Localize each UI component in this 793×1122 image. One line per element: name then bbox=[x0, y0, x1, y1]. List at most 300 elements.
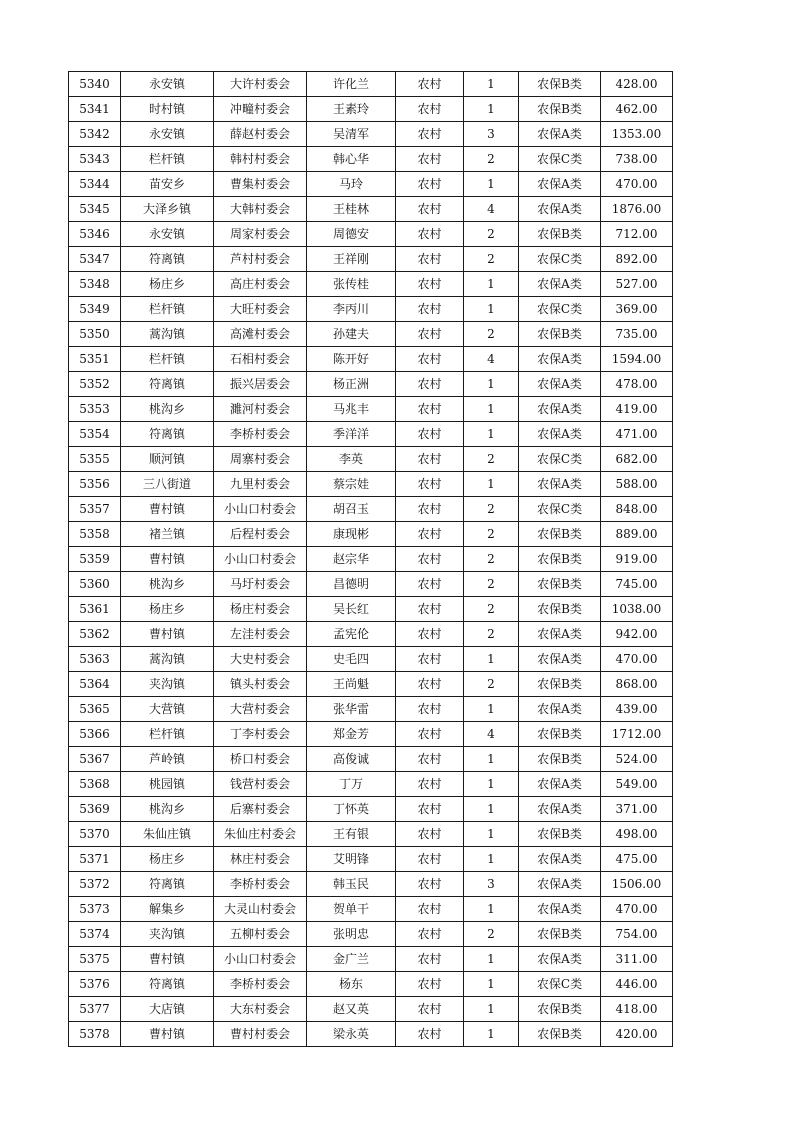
row-number-cell: 5342 bbox=[69, 122, 121, 147]
village-committee-cell: 周家村委会 bbox=[214, 222, 307, 247]
row-number-cell: 5348 bbox=[69, 272, 121, 297]
row-number-cell: 5350 bbox=[69, 322, 121, 347]
household-type-cell: 农村 bbox=[396, 847, 464, 872]
village-committee-cell: 丁李村委会 bbox=[214, 722, 307, 747]
person-count-cell: 3 bbox=[464, 122, 519, 147]
insurance-category-cell: 农保A类 bbox=[519, 947, 601, 972]
insurance-category-cell: 农保A类 bbox=[519, 797, 601, 822]
village-committee-cell: 小山口村委会 bbox=[214, 947, 307, 972]
person-count-cell: 1 bbox=[464, 422, 519, 447]
town-cell: 曹村镇 bbox=[121, 1022, 214, 1047]
person-name-cell: 杨正洲 bbox=[307, 372, 396, 397]
household-type-cell: 农村 bbox=[396, 597, 464, 622]
village-committee-cell: 大营村委会 bbox=[214, 697, 307, 722]
table-row bbox=[69, 772, 673, 797]
insurance-category-cell: 农保B类 bbox=[519, 547, 601, 572]
row-number-cell: 5363 bbox=[69, 647, 121, 672]
person-name-cell: 贺单干 bbox=[307, 897, 396, 922]
table-row bbox=[69, 372, 673, 397]
village-committee-cell: 韩村村委会 bbox=[214, 147, 307, 172]
amount-cell: 471.00 bbox=[601, 422, 673, 447]
row-number-cell: 5378 bbox=[69, 1022, 121, 1047]
row-number-cell: 5352 bbox=[69, 372, 121, 397]
village-committee-cell: 高滩村委会 bbox=[214, 322, 307, 347]
village-committee-cell: 五柳村委会 bbox=[214, 922, 307, 947]
household-type-cell: 农村 bbox=[396, 897, 464, 922]
village-committee-cell: 左洼村委会 bbox=[214, 622, 307, 647]
village-committee-cell: 朱仙庄村委会 bbox=[214, 822, 307, 847]
person-name-cell: 康现彬 bbox=[307, 522, 396, 547]
insurance-category-cell: 农保B类 bbox=[519, 597, 601, 622]
insurance-category-cell: 农保B类 bbox=[519, 97, 601, 122]
row-number-cell: 5346 bbox=[69, 222, 121, 247]
person-count-cell: 1 bbox=[464, 297, 519, 322]
person-name-cell: 张明忠 bbox=[307, 922, 396, 947]
person-name-cell: 王祥刚 bbox=[307, 247, 396, 272]
insurance-category-cell: 农保C类 bbox=[519, 247, 601, 272]
table-row bbox=[69, 297, 673, 322]
table-row bbox=[69, 872, 673, 897]
household-type-cell: 农村 bbox=[396, 347, 464, 372]
household-type-cell: 农村 bbox=[396, 497, 464, 522]
row-number-cell: 5369 bbox=[69, 797, 121, 822]
household-type-cell: 农村 bbox=[396, 172, 464, 197]
person-count-cell: 2 bbox=[464, 247, 519, 272]
person-name-cell: 季洋洋 bbox=[307, 422, 396, 447]
insurance-category-cell: 农保A类 bbox=[519, 897, 601, 922]
insurance-category-cell: 农保B类 bbox=[519, 672, 601, 697]
insurance-category-cell: 农保B类 bbox=[519, 997, 601, 1022]
village-committee-cell: 薛赵村委会 bbox=[214, 122, 307, 147]
amount-cell: 428.00 bbox=[601, 72, 673, 97]
village-committee-cell: 高庄村委会 bbox=[214, 272, 307, 297]
town-cell: 符离镇 bbox=[121, 372, 214, 397]
insurance-category-cell: 农保C类 bbox=[519, 972, 601, 997]
table-row bbox=[69, 722, 673, 747]
row-number-cell: 5347 bbox=[69, 247, 121, 272]
table-row bbox=[69, 147, 673, 172]
person-count-cell: 1 bbox=[464, 697, 519, 722]
town-cell: 夹沟镇 bbox=[121, 672, 214, 697]
household-type-cell: 农村 bbox=[396, 272, 464, 297]
person-count-cell: 1 bbox=[464, 397, 519, 422]
insurance-category-cell: 农保C类 bbox=[519, 297, 601, 322]
household-type-cell: 农村 bbox=[396, 997, 464, 1022]
person-name-cell: 陈开好 bbox=[307, 347, 396, 372]
amount-cell: 462.00 bbox=[601, 97, 673, 122]
row-number-cell: 5359 bbox=[69, 547, 121, 572]
village-committee-cell: 钱营村委会 bbox=[214, 772, 307, 797]
amount-cell: 1876.00 bbox=[601, 197, 673, 222]
town-cell: 大营镇 bbox=[121, 697, 214, 722]
person-count-cell: 1 bbox=[464, 822, 519, 847]
amount-cell: 682.00 bbox=[601, 447, 673, 472]
row-number-cell: 5367 bbox=[69, 747, 121, 772]
person-count-cell: 2 bbox=[464, 322, 519, 347]
household-type-cell: 农村 bbox=[396, 947, 464, 972]
row-number-cell: 5361 bbox=[69, 597, 121, 622]
amount-cell: 754.00 bbox=[601, 922, 673, 947]
row-number-cell: 5355 bbox=[69, 447, 121, 472]
town-cell: 大泽乡镇 bbox=[121, 197, 214, 222]
household-type-cell: 农村 bbox=[396, 247, 464, 272]
insurance-category-cell: 农保A类 bbox=[519, 847, 601, 872]
town-cell: 符离镇 bbox=[121, 872, 214, 897]
person-name-cell: 张传桂 bbox=[307, 272, 396, 297]
village-committee-cell: 芦村村委会 bbox=[214, 247, 307, 272]
household-type-cell: 农村 bbox=[396, 122, 464, 147]
row-number-cell: 5368 bbox=[69, 772, 121, 797]
person-count-cell: 4 bbox=[464, 197, 519, 222]
table-row bbox=[69, 547, 673, 572]
row-number-cell: 5360 bbox=[69, 572, 121, 597]
person-count-cell: 2 bbox=[464, 572, 519, 597]
household-type-cell: 农村 bbox=[396, 397, 464, 422]
insurance-category-cell: 农保A类 bbox=[519, 422, 601, 447]
household-type-cell: 农村 bbox=[396, 522, 464, 547]
row-number-cell: 5349 bbox=[69, 297, 121, 322]
insurance-category-cell: 农保B类 bbox=[519, 322, 601, 347]
household-type-cell: 农村 bbox=[396, 722, 464, 747]
person-count-cell: 2 bbox=[464, 547, 519, 572]
town-cell: 杨庄乡 bbox=[121, 597, 214, 622]
person-count-cell: 1 bbox=[464, 972, 519, 997]
village-committee-cell: 大旺村委会 bbox=[214, 297, 307, 322]
row-number-cell: 5345 bbox=[69, 197, 121, 222]
household-type-cell: 农村 bbox=[396, 647, 464, 672]
village-committee-cell: 后寨村委会 bbox=[214, 797, 307, 822]
village-committee-cell: 九里村委会 bbox=[214, 472, 307, 497]
town-cell: 曹村镇 bbox=[121, 547, 214, 572]
amount-cell: 418.00 bbox=[601, 997, 673, 1022]
village-committee-cell: 小山口村委会 bbox=[214, 497, 307, 522]
table-row bbox=[69, 822, 673, 847]
amount-cell: 478.00 bbox=[601, 372, 673, 397]
row-number-cell: 5340 bbox=[69, 72, 121, 97]
row-number-cell: 5373 bbox=[69, 897, 121, 922]
town-cell: 桃沟乡 bbox=[121, 397, 214, 422]
insurance-category-cell: 农保A类 bbox=[519, 197, 601, 222]
household-type-cell: 农村 bbox=[396, 697, 464, 722]
table-row bbox=[69, 97, 673, 122]
insurance-category-cell: 农保B类 bbox=[519, 1022, 601, 1047]
village-committee-cell: 林庄村委会 bbox=[214, 847, 307, 872]
amount-cell: 919.00 bbox=[601, 547, 673, 572]
insurance-category-cell: 农保B类 bbox=[519, 222, 601, 247]
amount-cell: 419.00 bbox=[601, 397, 673, 422]
person-name-cell: 丁怀英 bbox=[307, 797, 396, 822]
village-committee-cell: 李桥村委会 bbox=[214, 872, 307, 897]
person-name-cell: 高俊诚 bbox=[307, 747, 396, 772]
insurance-category-cell: 农保C类 bbox=[519, 447, 601, 472]
town-cell: 栏杆镇 bbox=[121, 297, 214, 322]
town-cell: 苗安乡 bbox=[121, 172, 214, 197]
person-count-cell: 1 bbox=[464, 772, 519, 797]
village-committee-cell: 大史村委会 bbox=[214, 647, 307, 672]
person-name-cell: 李英 bbox=[307, 447, 396, 472]
person-name-cell: 周德安 bbox=[307, 222, 396, 247]
amount-cell: 311.00 bbox=[601, 947, 673, 972]
table-row bbox=[69, 322, 673, 347]
table-row bbox=[69, 347, 673, 372]
person-name-cell: 马玲 bbox=[307, 172, 396, 197]
town-cell: 夹沟镇 bbox=[121, 922, 214, 947]
row-number-cell: 5370 bbox=[69, 822, 121, 847]
row-number-cell: 5376 bbox=[69, 972, 121, 997]
household-type-cell: 农村 bbox=[396, 972, 464, 997]
row-number-cell: 5343 bbox=[69, 147, 121, 172]
insurance-category-cell: 农保B类 bbox=[519, 747, 601, 772]
person-name-cell: 杨东 bbox=[307, 972, 396, 997]
person-count-cell: 2 bbox=[464, 447, 519, 472]
town-cell: 曹村镇 bbox=[121, 622, 214, 647]
row-number-cell: 5362 bbox=[69, 622, 121, 647]
village-committee-cell: 冲疃村委会 bbox=[214, 97, 307, 122]
village-committee-cell: 濉河村委会 bbox=[214, 397, 307, 422]
insurance-category-cell: 农保B类 bbox=[519, 522, 601, 547]
row-number-cell: 5372 bbox=[69, 872, 121, 897]
table-row bbox=[69, 572, 673, 597]
insurance-category-cell: 农保A类 bbox=[519, 622, 601, 647]
table-row bbox=[69, 422, 673, 447]
row-number-cell: 5357 bbox=[69, 497, 121, 522]
insurance-category-cell: 农保A类 bbox=[519, 272, 601, 297]
person-count-cell: 2 bbox=[464, 622, 519, 647]
person-count-cell: 2 bbox=[464, 147, 519, 172]
person-name-cell: 吴长红 bbox=[307, 597, 396, 622]
village-committee-cell: 李桥村委会 bbox=[214, 422, 307, 447]
village-committee-cell: 周寨村委会 bbox=[214, 447, 307, 472]
town-cell: 栏杆镇 bbox=[121, 147, 214, 172]
person-count-cell: 2 bbox=[464, 497, 519, 522]
person-count-cell: 1 bbox=[464, 172, 519, 197]
table-row bbox=[69, 197, 673, 222]
row-number-cell: 5358 bbox=[69, 522, 121, 547]
household-type-cell: 农村 bbox=[396, 147, 464, 172]
household-type-cell: 农村 bbox=[396, 772, 464, 797]
town-cell: 杨庄乡 bbox=[121, 272, 214, 297]
person-count-cell: 2 bbox=[464, 922, 519, 947]
insurance-category-cell: 农保C类 bbox=[519, 147, 601, 172]
town-cell: 永安镇 bbox=[121, 72, 214, 97]
person-count-cell: 1 bbox=[464, 847, 519, 872]
household-type-cell: 农村 bbox=[396, 297, 464, 322]
row-number-cell: 5375 bbox=[69, 947, 121, 972]
village-committee-cell: 杨庄村委会 bbox=[214, 597, 307, 622]
amount-cell: 527.00 bbox=[601, 272, 673, 297]
insurance-category-cell: 农保A类 bbox=[519, 647, 601, 672]
table-row bbox=[69, 997, 673, 1022]
amount-cell: 446.00 bbox=[601, 972, 673, 997]
person-name-cell: 孙建夫 bbox=[307, 322, 396, 347]
town-cell: 曹村镇 bbox=[121, 497, 214, 522]
amount-cell: 1038.00 bbox=[601, 597, 673, 622]
insurance-category-cell: 农保B类 bbox=[519, 72, 601, 97]
person-count-cell: 2 bbox=[464, 672, 519, 697]
town-cell: 时村镇 bbox=[121, 97, 214, 122]
town-cell: 蒿沟镇 bbox=[121, 322, 214, 347]
table-row bbox=[69, 72, 673, 97]
person-count-cell: 2 bbox=[464, 597, 519, 622]
town-cell: 褚兰镇 bbox=[121, 522, 214, 547]
village-committee-cell: 振兴居委会 bbox=[214, 372, 307, 397]
table-row bbox=[69, 522, 673, 547]
amount-cell: 712.00 bbox=[601, 222, 673, 247]
amount-cell: 439.00 bbox=[601, 697, 673, 722]
amount-cell: 1506.00 bbox=[601, 872, 673, 897]
person-count-cell: 4 bbox=[464, 347, 519, 372]
table-row bbox=[69, 172, 673, 197]
insurance-category-cell: 农保B类 bbox=[519, 822, 601, 847]
table-row bbox=[69, 897, 673, 922]
person-name-cell: 金广兰 bbox=[307, 947, 396, 972]
insurance-category-cell: 农保A类 bbox=[519, 697, 601, 722]
household-type-cell: 农村 bbox=[396, 422, 464, 447]
household-type-cell: 农村 bbox=[396, 447, 464, 472]
amount-cell: 371.00 bbox=[601, 797, 673, 822]
household-type-cell: 农村 bbox=[396, 822, 464, 847]
person-name-cell: 张华雷 bbox=[307, 697, 396, 722]
amount-cell: 369.00 bbox=[601, 297, 673, 322]
village-committee-cell: 马圩村委会 bbox=[214, 572, 307, 597]
table-row bbox=[69, 472, 673, 497]
person-name-cell: 李丙川 bbox=[307, 297, 396, 322]
row-number-cell: 5341 bbox=[69, 97, 121, 122]
person-count-cell: 1 bbox=[464, 897, 519, 922]
person-count-cell: 2 bbox=[464, 522, 519, 547]
household-type-cell: 农村 bbox=[396, 372, 464, 397]
row-number-cell: 5354 bbox=[69, 422, 121, 447]
town-cell: 解集乡 bbox=[121, 897, 214, 922]
town-cell: 桃园镇 bbox=[121, 772, 214, 797]
table-row bbox=[69, 922, 673, 947]
table-row bbox=[69, 972, 673, 997]
table-row bbox=[69, 847, 673, 872]
table-row bbox=[69, 697, 673, 722]
row-number-cell: 5365 bbox=[69, 697, 121, 722]
person-name-cell: 王桂林 bbox=[307, 197, 396, 222]
amount-cell: 738.00 bbox=[601, 147, 673, 172]
table-row bbox=[69, 122, 673, 147]
insurance-category-cell: 农保B类 bbox=[519, 922, 601, 947]
person-name-cell: 韩玉民 bbox=[307, 872, 396, 897]
person-count-cell: 1 bbox=[464, 472, 519, 497]
insurance-category-cell: 农保A类 bbox=[519, 172, 601, 197]
household-type-cell: 农村 bbox=[396, 97, 464, 122]
village-committee-cell: 小山口村委会 bbox=[214, 547, 307, 572]
insurance-category-cell: 农保B类 bbox=[519, 572, 601, 597]
table-row bbox=[69, 672, 673, 697]
person-count-cell: 1 bbox=[464, 797, 519, 822]
person-name-cell: 史毛四 bbox=[307, 647, 396, 672]
household-type-cell: 农村 bbox=[396, 572, 464, 597]
table-row bbox=[69, 647, 673, 672]
person-name-cell: 蔡宗娃 bbox=[307, 472, 396, 497]
household-type-cell: 农村 bbox=[396, 547, 464, 572]
amount-cell: 524.00 bbox=[601, 747, 673, 772]
person-count-cell: 1 bbox=[464, 997, 519, 1022]
insurance-category-cell: 农保A类 bbox=[519, 347, 601, 372]
person-name-cell: 韩心华 bbox=[307, 147, 396, 172]
town-cell: 蒿沟镇 bbox=[121, 647, 214, 672]
household-type-cell: 农村 bbox=[396, 1022, 464, 1047]
person-count-cell: 1 bbox=[464, 372, 519, 397]
person-name-cell: 胡召玉 bbox=[307, 497, 396, 522]
table-row bbox=[69, 272, 673, 297]
amount-cell: 1594.00 bbox=[601, 347, 673, 372]
household-type-cell: 农村 bbox=[396, 797, 464, 822]
table-row bbox=[69, 447, 673, 472]
row-number-cell: 5351 bbox=[69, 347, 121, 372]
table-row bbox=[69, 222, 673, 247]
amount-cell: 470.00 bbox=[601, 897, 673, 922]
person-name-cell: 郑金芳 bbox=[307, 722, 396, 747]
household-type-cell: 农村 bbox=[396, 747, 464, 772]
town-cell: 大店镇 bbox=[121, 997, 214, 1022]
table-row bbox=[69, 747, 673, 772]
table-row bbox=[69, 622, 673, 647]
table-row bbox=[69, 397, 673, 422]
town-cell: 杨庄乡 bbox=[121, 847, 214, 872]
person-count-cell: 3 bbox=[464, 872, 519, 897]
amount-cell: 588.00 bbox=[601, 472, 673, 497]
town-cell: 桃沟乡 bbox=[121, 797, 214, 822]
person-count-cell: 1 bbox=[464, 1022, 519, 1047]
amount-cell: 745.00 bbox=[601, 572, 673, 597]
person-count-cell: 1 bbox=[464, 272, 519, 297]
table-row bbox=[69, 947, 673, 972]
town-cell: 芦岭镇 bbox=[121, 747, 214, 772]
person-name-cell: 艾明锋 bbox=[307, 847, 396, 872]
amount-cell: 1712.00 bbox=[601, 722, 673, 747]
town-cell: 曹村镇 bbox=[121, 947, 214, 972]
town-cell: 永安镇 bbox=[121, 222, 214, 247]
row-number-cell: 5356 bbox=[69, 472, 121, 497]
table-row bbox=[69, 247, 673, 272]
village-committee-cell: 后程村委会 bbox=[214, 522, 307, 547]
amount-cell: 475.00 bbox=[601, 847, 673, 872]
person-count-cell: 2 bbox=[464, 222, 519, 247]
person-count-cell: 1 bbox=[464, 647, 519, 672]
row-number-cell: 5366 bbox=[69, 722, 121, 747]
table-row bbox=[69, 1022, 673, 1047]
row-number-cell: 5371 bbox=[69, 847, 121, 872]
village-committee-cell: 镇头村委会 bbox=[214, 672, 307, 697]
amount-cell: 498.00 bbox=[601, 822, 673, 847]
person-name-cell: 丁万 bbox=[307, 772, 396, 797]
row-number-cell: 5377 bbox=[69, 997, 121, 1022]
amount-cell: 470.00 bbox=[601, 172, 673, 197]
person-name-cell: 许化兰 bbox=[307, 72, 396, 97]
town-cell: 顺河镇 bbox=[121, 447, 214, 472]
town-cell: 符离镇 bbox=[121, 972, 214, 997]
village-committee-cell: 石相村委会 bbox=[214, 347, 307, 372]
row-number-cell: 5353 bbox=[69, 397, 121, 422]
insurance-category-cell: 农保C类 bbox=[519, 497, 601, 522]
row-number-cell: 5374 bbox=[69, 922, 121, 947]
insurance-category-cell: 农保A类 bbox=[519, 772, 601, 797]
household-type-cell: 农村 bbox=[396, 222, 464, 247]
person-name-cell: 梁永英 bbox=[307, 1022, 396, 1047]
row-number-cell: 5344 bbox=[69, 172, 121, 197]
recipient-table bbox=[68, 71, 673, 1047]
village-committee-cell: 桥口村委会 bbox=[214, 747, 307, 772]
household-type-cell: 农村 bbox=[396, 922, 464, 947]
person-name-cell: 王有银 bbox=[307, 822, 396, 847]
village-committee-cell: 大韩村委会 bbox=[214, 197, 307, 222]
town-cell: 三八街道 bbox=[121, 472, 214, 497]
household-type-cell: 农村 bbox=[396, 672, 464, 697]
